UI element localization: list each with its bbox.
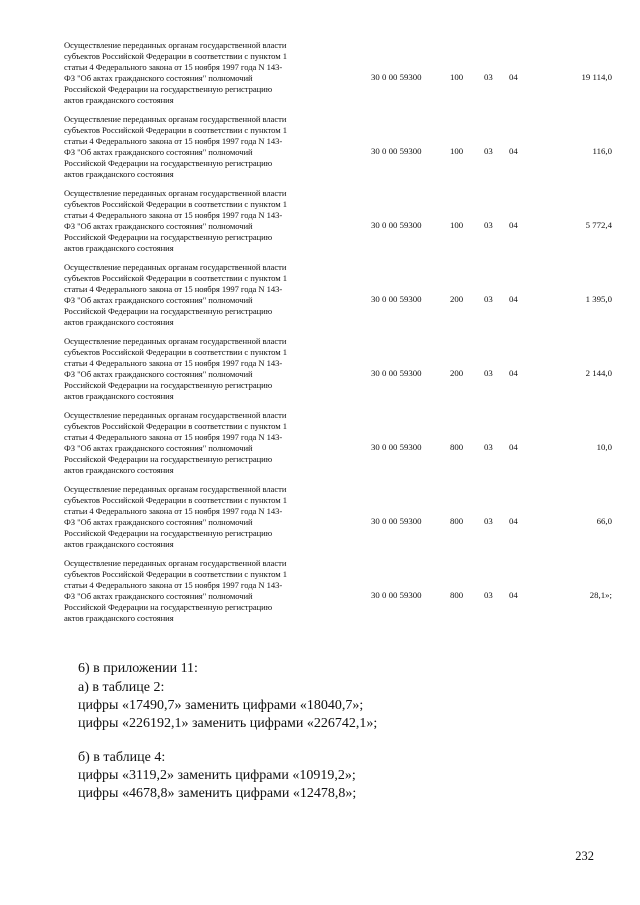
section-code: 03: [484, 590, 493, 600]
description-line: Осуществление переданных органам государственной власти: [64, 558, 287, 568]
target-article-code: 30 0 00 59300: [371, 516, 422, 526]
table-row: [64, 482, 624, 556]
description-line: ФЗ "Об актах гражданского состояния" полномочий: [64, 369, 253, 379]
row-description: [64, 40, 364, 106]
description-line: субъектов Российской Федерации в соответствии с пунктом 1: [64, 347, 287, 357]
description-line: статьи 4 Федерального закона от 15 ноября 1997 года N 143-: [64, 432, 283, 442]
target-article-code: 30 0 00 59300: [371, 220, 422, 230]
row-description: [64, 336, 364, 402]
description-line: статьи 4 Федерального закона от 15 ноября 1997 года N 143-: [64, 580, 283, 590]
expense-type-code: 200: [450, 294, 464, 304]
amendment-a-line-2: цифры «226192,1» заменить цифрами «226742,1»;: [78, 716, 378, 731]
description-line: Осуществление переданных органам государственной власти: [64, 484, 287, 494]
description-line: Осуществление переданных органам государственной власти: [64, 114, 287, 124]
subsection-code: 04: [509, 220, 518, 230]
expense-type-code: 800: [450, 516, 464, 526]
expense-type-code: 100: [450, 220, 464, 230]
section-code: 03: [484, 72, 493, 82]
amount: 66,0: [596, 516, 612, 526]
section-code: 03: [484, 146, 493, 156]
expense-type-code: 100: [450, 146, 464, 156]
target-article-code: 30 0 00 59300: [371, 368, 422, 378]
description-line: ФЗ "Об актах гражданского состояния" полномочий: [64, 517, 253, 527]
description-line: актов гражданского состояния: [64, 243, 174, 253]
description-line: Российской Федерации на государственную регистрацию: [64, 528, 273, 538]
row-description: [64, 558, 364, 624]
description-line: актов гражданского состояния: [64, 391, 174, 401]
expense-type-code: 800: [450, 590, 464, 600]
description-line: субъектов Российской Федерации в соответствии с пунктом 1: [64, 421, 287, 431]
amount: 28,1»;: [589, 590, 612, 600]
target-article-code: 30 0 00 59300: [371, 72, 422, 82]
section-code: 03: [484, 368, 493, 378]
description-line: статьи 4 Федерального закона от 15 ноября 1997 года N 143-: [64, 210, 283, 220]
subsection-code: 04: [509, 72, 518, 82]
table-row: [64, 112, 624, 186]
row-description: [64, 262, 364, 328]
row-description: [64, 410, 364, 476]
description-line: статьи 4 Федерального закона от 15 ноября 1997 года N 143-: [64, 284, 283, 294]
subsection-code: 04: [509, 516, 518, 526]
subsection-code: 04: [509, 590, 518, 600]
description-line: актов гражданского состояния: [64, 169, 174, 179]
section-code: 03: [484, 516, 493, 526]
description-line: субъектов Российской Федерации в соответствии с пунктом 1: [64, 495, 287, 505]
amendment-b-line-2: цифры «4678,8» заменить цифрами «12478,8»;: [78, 786, 357, 801]
description-line: Российской Федерации на государственную регистрацию: [64, 306, 273, 316]
amendment-a-line-1: цифры «17490,7» заменить цифрами «18040,7»;: [78, 698, 364, 713]
row-description: [64, 188, 364, 254]
subsection-code: 04: [509, 368, 518, 378]
table-row: [64, 186, 624, 260]
amount: 10,0: [596, 442, 612, 452]
description-line: ФЗ "Об актах гражданского состояния" полномочий: [64, 295, 253, 305]
description-line: статьи 4 Федерального закона от 15 ноября 1997 года N 143-: [64, 136, 283, 146]
description-line: ФЗ "Об актах гражданского состояния" полномочий: [64, 591, 253, 601]
budget-table: [64, 38, 624, 630]
description-line: субъектов Российской Федерации в соответствии с пунктом 1: [64, 51, 287, 61]
expense-type-code: 200: [450, 368, 464, 378]
amount: 116,0: [592, 146, 612, 156]
description-line: актов гражданского состояния: [64, 539, 174, 549]
description-line: Российской Федерации на государственную регистрацию: [64, 454, 273, 464]
row-description: [64, 484, 364, 550]
description-line: статьи 4 Федерального закона от 15 ноября 1997 года N 143-: [64, 62, 283, 72]
subsection-code: 04: [509, 442, 518, 452]
description-line: Российской Федерации на государственную регистрацию: [64, 380, 273, 390]
expense-type-code: 100: [450, 72, 464, 82]
table-row: [64, 408, 624, 482]
section-code: 03: [484, 442, 493, 452]
description-line: Осуществление переданных органам государственной власти: [64, 410, 287, 420]
description-line: Осуществление переданных органам государственной власти: [64, 262, 287, 272]
page-number: 232: [575, 849, 594, 863]
target-article-code: 30 0 00 59300: [371, 590, 422, 600]
amendment-b-line-1: цифры «3119,2» заменить цифрами «10919,2»;: [78, 768, 356, 783]
description-line: Российской Федерации на государственную регистрацию: [64, 602, 273, 612]
section-code: 03: [484, 294, 493, 304]
description-line: статьи 4 Федерального закона от 15 ноября 1997 года N 143-: [64, 506, 283, 516]
row-description: [64, 114, 364, 180]
table-row: [64, 260, 624, 334]
description-line: актов гражданского состояния: [64, 465, 174, 475]
amendment-b-heading: б) в таблице 4:: [78, 750, 166, 765]
target-article-code: 30 0 00 59300: [371, 294, 422, 304]
description-line: Осуществление переданных органам государственной власти: [64, 40, 287, 50]
description-line: актов гражданского состояния: [64, 95, 174, 105]
amount: 5 772,4: [585, 220, 612, 230]
target-article-code: 30 0 00 59300: [371, 146, 422, 156]
description-line: ФЗ "Об актах гражданского состояния" полномочий: [64, 147, 253, 157]
description-line: ФЗ "Об актах гражданского состояния" полномочий: [64, 221, 253, 231]
description-line: статьи 4 Федерального закона от 15 ноября 1997 года N 143-: [64, 358, 283, 368]
description-line: Российской Федерации на государственную регистрацию: [64, 84, 273, 94]
amendment-a-heading: а) в таблице 2:: [78, 680, 165, 695]
description-line: ФЗ "Об актах гражданского состояния" полномочий: [64, 73, 253, 83]
table-row: [64, 334, 624, 408]
subsection-code: 04: [509, 294, 518, 304]
description-line: субъектов Российской Федерации в соответствии с пунктом 1: [64, 199, 287, 209]
expense-type-code: 800: [450, 442, 464, 452]
description-line: ФЗ "Об актах гражданского состояния" полномочий: [64, 443, 253, 453]
description-line: актов гражданского состояния: [64, 317, 174, 327]
amount: 1 395,0: [585, 294, 612, 304]
amount: 19 114,0: [581, 72, 612, 82]
description-line: субъектов Российской Федерации в соответствии с пунктом 1: [64, 273, 287, 283]
target-article-code: 30 0 00 59300: [371, 442, 422, 452]
section-code: 03: [484, 220, 493, 230]
subsection-code: 04: [509, 146, 518, 156]
amendment-item: 6) в приложении 11:: [78, 661, 198, 676]
description-line: Российской Федерации на государственную регистрацию: [64, 232, 273, 242]
description-line: субъектов Российской Федерации в соответствии с пунктом 1: [64, 125, 287, 135]
table-row: [64, 556, 624, 630]
description-line: актов гражданского состояния: [64, 613, 174, 623]
description-line: Российской Федерации на государственную регистрацию: [64, 158, 273, 168]
description-line: субъектов Российской Федерации в соответствии с пунктом 1: [64, 569, 287, 579]
description-line: Осуществление переданных органам государственной власти: [64, 336, 287, 346]
description-line: Осуществление переданных органам государственной власти: [64, 188, 287, 198]
amount: 2 144,0: [585, 368, 612, 378]
table-row: [64, 38, 624, 112]
